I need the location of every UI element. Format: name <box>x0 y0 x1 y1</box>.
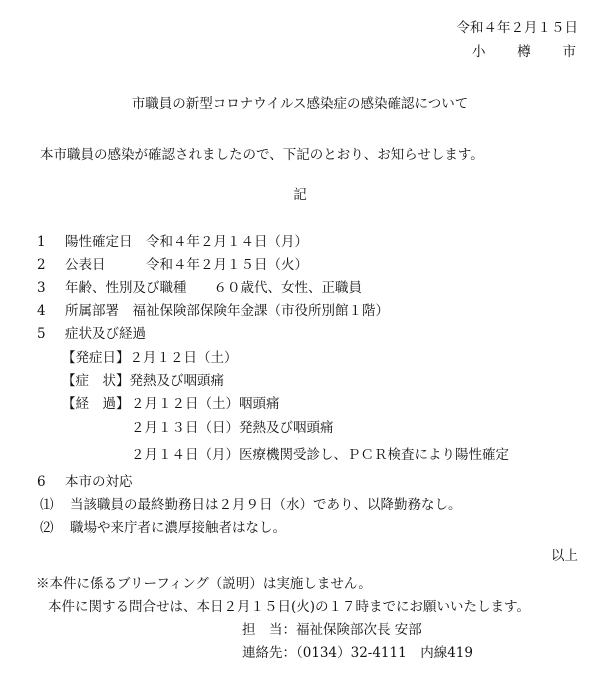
item-text: 陽性確定日 令和４年２月１４日（月） <box>65 234 308 250</box>
item-text: 公表日 令和４年２月１５日（火） <box>65 257 308 273</box>
course-label: 【経 過】 <box>62 396 130 412</box>
course-entry: ２月１４日（月）医療機関受診し、ＰＣＲ検査により陽性確定 <box>131 447 509 463</box>
ijou: 以上 <box>551 548 578 564</box>
point-number: ⑴ <box>40 497 54 513</box>
symptom-line: 【症 状】発熱及び咽頭痛 <box>62 373 224 389</box>
item-text: 年齢、性別及び職種 ６０歳代、女性、正職員 <box>65 280 362 296</box>
ki-heading: 記 <box>293 187 307 203</box>
item-text: 所属部署 福祉保険部保険年金課（市役所別館１階） <box>65 303 389 319</box>
organization: 小 樽 市 <box>472 44 576 60</box>
page-title: 市職員の新型コロナウイルス感染症の感染確認について <box>131 96 469 112</box>
item-number: 3 <box>37 280 46 296</box>
point-text: 当該職員の最終勤務日は２月９日（水）であり、以降勤務なし。 <box>70 497 462 513</box>
item-text: 症状及び経過 <box>65 326 146 342</box>
inquiry-note: 本件に関する問合せは、本日２月１５日(火)の１７時までにお願いいたします。 <box>48 599 530 615</box>
course-entry: ２月１２日（土）咽頭痛 <box>131 396 280 412</box>
contact-person: 担 当：福祉保険部次長 安部 <box>242 622 422 638</box>
briefing-note: ※本件に係るブリーフィング（説明）は実施しません。 <box>36 576 372 592</box>
contact-phone: 連絡先：（0134）32-4111 内線419 <box>242 645 473 661</box>
point-number: ⑵ <box>40 520 54 536</box>
course-entry: ２月１３日（日）発熱及び咽頭痛 <box>131 420 334 436</box>
item-number: 1 <box>37 234 46 250</box>
intro-text: 本市職員の感染が確認されましたので、下記のとおり、お知らせします。 <box>40 147 484 163</box>
item-number: 2 <box>37 257 46 273</box>
item-number: 4 <box>37 303 46 319</box>
onset-line: 【発症日】２月１２日（土） <box>62 350 238 366</box>
item-number: 5 <box>37 326 46 342</box>
date: 令和４年２月１５日 <box>456 20 578 36</box>
point-text: 職場や来庁者に濃厚接触者はなし。 <box>70 520 286 536</box>
item-number: 6 <box>37 474 46 490</box>
section-title: 本市の対応 <box>65 474 133 490</box>
